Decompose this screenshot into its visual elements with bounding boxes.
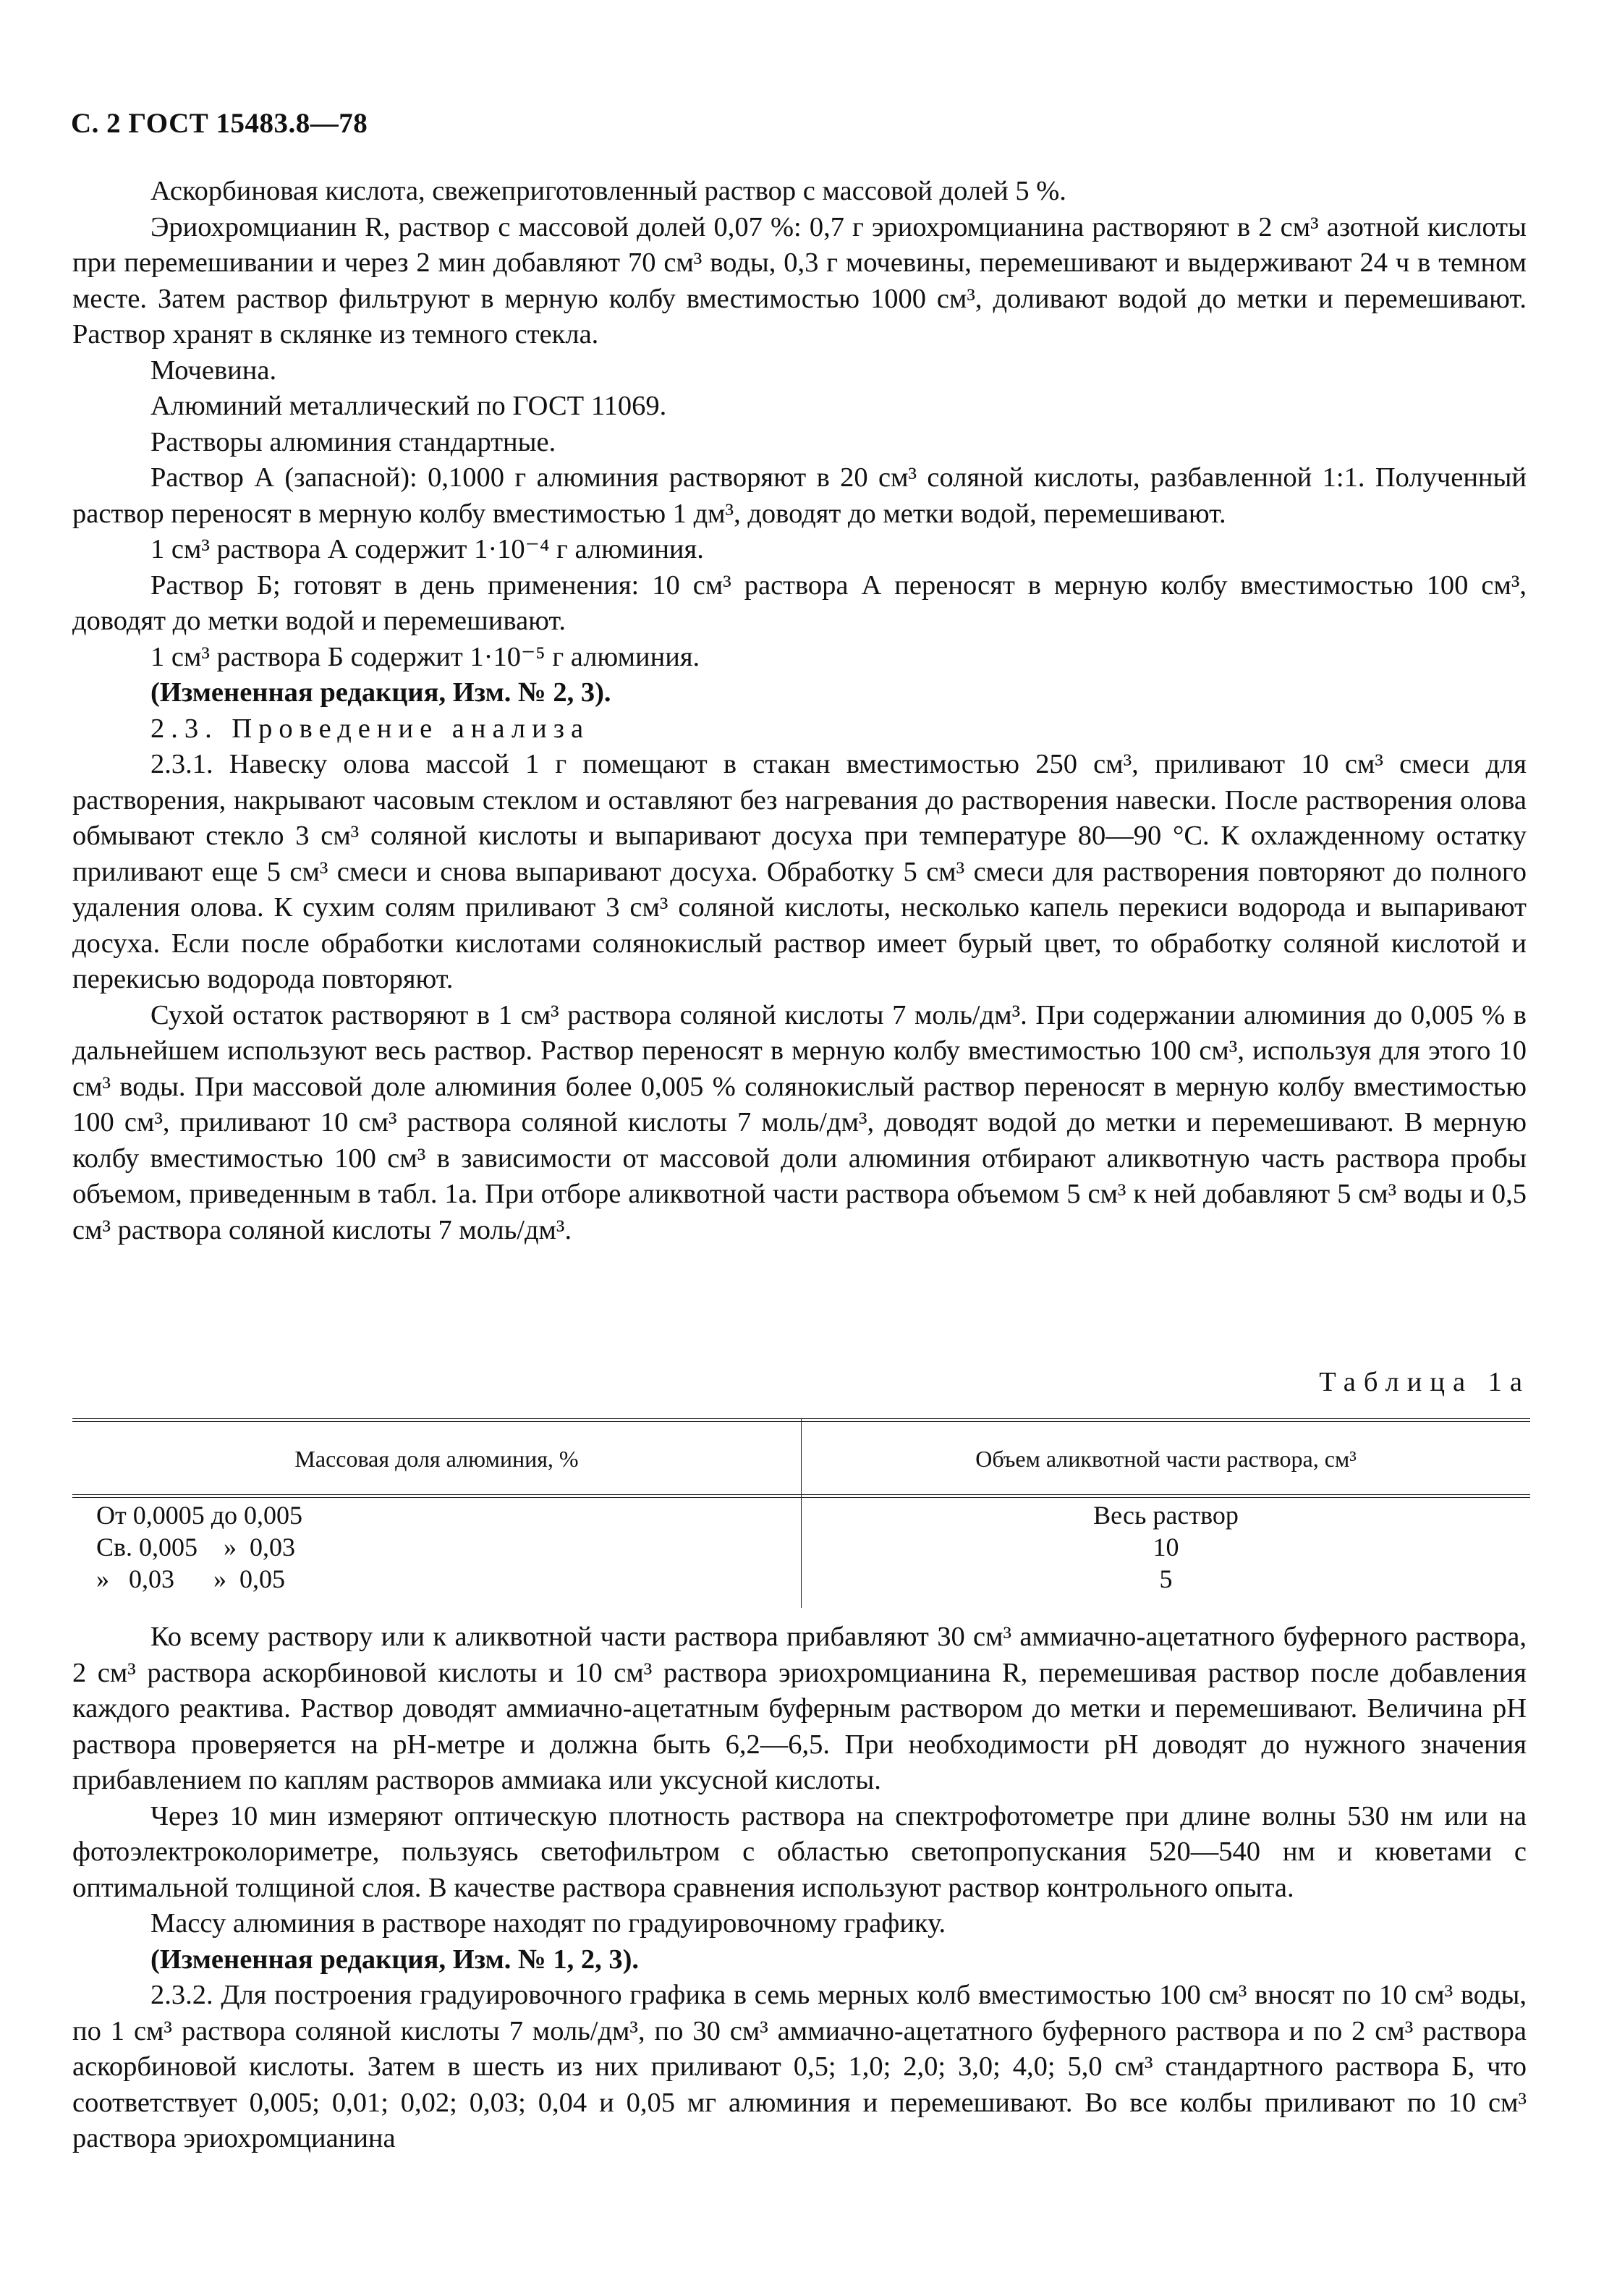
paragraph: Раствор А (запасной): 0,1000 г алюминия растворяют в 20 см³ соляной кислоты, разбавленной 1:1. Полученный раствор переносят в мерную колбу вместимостью 1 дм³, доводят до метки водой, перемешивают. [72,462,1527,529]
paragraph: Через 10 мин измеряют оптическую плотность раствора на спектрофотометре при длине волны 530 нм или на фотоэлектроколориметре, пользуясь светофильтром с областью светопропускания 520—540 нм и кюветами с оптимальной толщиной слоя. В качестве раствора сравнения используют раствор контрольного опыта. [72,1800,1527,1903]
section-heading: 2.3. Проведение анализа [150,713,590,744]
paragraph: 2.3.2. Для построения градуировочного графика в семь мерных колб вместимостью 100 см³ вносят по 10 см³ воды, по 1 см³ раствора соляной кислоты 7 моль/дм³, по 30 см³ аммиачно-ацетатного буферного раствора и по 2 см³ раствора аскорбиновой кислоты. Затем в шесть из них приливают 0,5; 1,0; 2,0; 3,0; 4,0; 5,0 см³ стандартного раствора Б, что соответствует 0,005; 0,01; 0,02; 0,03; 0,04 и 0,05 мг алюминия и перемешивают. Во все колбы приливают по 10 см³ раствора эриохромцианина [72,1980,1527,2153]
paragraph: 2.3.1. Навеску олова массой 1 г помещают в стакан вместимостью 250 см³, приливают 10 см³ смеси для растворения, накрывают часовым стеклом и оставляют без нагревания до растворения навески. После растворения олова обмывают стекло 3 см³ соляной кислоты и выпаривают досуха при температуре 80—90 °С. К охлажденному остатку приливают еще 5 см³ смеси и снова выпаривают досуха. Обработку 5 см³ смеси для растворения повторяют до полного удаления олова. К сухим солям приливают 3 см³ соляной кислоты, несколько капель перекиси водорода и выпаривают досуха. Если после обработки кислотами солянокислый раствор имеет бурый цвет, то обработку соляной кислотой и перекисью водорода повторяют. [72,749,1527,994]
table-header-rule [72,1494,1530,1495]
amendment-note: (Измененная редакция, Изм. № 2, 3). [150,677,611,708]
paragraph: Массу алюминия в растворе находят по градуировочному графику. [150,1908,946,1939]
table-cell-volume: 10 [1153,1533,1179,1562]
paragraph: Мочевина. [150,355,277,386]
paragraph: Растворы алюминия стандартные. [150,426,556,457]
table-header-aliquot-volume: Объем аликвотной части раствора, см³ [975,1446,1357,1472]
paragraph: Эриохромцианин R, раствор с массовой долей 0,07 %: 0,7 г эриохромцианина растворяют в 2 см³ азотной кислоты при перемешивании и через 2 мин добавляют 70 см³ воды, 0,3 г мочевины, перемешивают и выдерживают 24 ч в темном месте. Затем раствор фильтруют в мерную колбу вместимостью 1000 см³, доливают водой до метки и перемешивают. Раствор хранят в склянке из темного стекла. [72,211,1527,350]
table-cell-range: Св. 0,005 » 0,03 [96,1533,296,1562]
table-cell-range: От 0,0005 до 0,005 [96,1501,303,1530]
body-text-top [72,174,1527,1248]
paragraph: Ко всему раствору или к аликвотной части раствора прибавляют 30 см³ аммиачно-ацетатного буферного раствора, 2 см³ раствора аскорбиновой кислоты и 10 см³ раствора эриохромцианина R, перемешивая раствор после добавления каждого реактива. Раствор доводят аммиачно-ацетатным буферным раствором до метки и перемешивают. Величина pH раствора проверяется на pH-метре и должна быть 6,2—6,5. При необходимости pH доводят до нужного значения прибавлением по каплям растворов аммиака или уксусной кислоты. [72,1622,1527,1795]
body-text-bottom [72,1619,1527,2157]
page-header: С. 2 ГОСТ 15483.8—78 [71,108,368,139]
paragraph: Раствор Б; готовят в день применения: 10 см³ раствора А переносят в мерную колбу вместимостью 100 см³, доводят до метки водой и перемешивают. [72,569,1527,636]
paragraph: 1 см³ раствора А содержит 1·10⁻⁴ г алюминия. [150,534,704,564]
paragraph: 1 см³ раствора Б содержит 1·10⁻⁵ г алюминия. [150,641,700,672]
table-header-rule-2 [72,1497,1530,1498]
paragraph: Сухой остаток растворяют в 1 см³ раствора соляной кислоты 7 моль/дм³. При содержании алюминия до 0,005 % в дальнейшем используют весь раствор. Раствор переносят в мерную колбу вместимостью 100 см³, используя для этого 10 см³ воды. При массовой доле алюминия более 0,005 % солянокислый раствор переносят в мерную колбу вместимостью 100 см³, приливают 10 см³ раствора соляной кислоты 7 моль/дм³, доводят водой до метки и перемешивают. В мерную колбу вместимостью 100 см³ в зависимости от массовой доли алюминия отбирают аликвотную часть раствора пробы объемом, приведенным в табл. 1а. При отборе аликвотной части раствора объемом 5 см³ к ней добавляют 5 см³ воды и 0,5 см³ раствора соляной кислоты 7 моль/дм³. [72,999,1527,1245]
table-caption: Таблица 1а [1319,1367,1530,1397]
table-cell-range: » 0,03 » 0,05 [96,1564,285,1593]
amendment-note: (Измененная редакция, Изм. № 1, 2, 3). [150,1944,640,1975]
table-cell-volume: 5 [1159,1564,1173,1593]
paragraph: Алюминий металлический по ГОСТ 11069. [150,391,667,421]
table-cell-volume: Весь раствор [1093,1501,1239,1530]
paragraph: Аскорбиновая кислота, свежеприготовленный раствор с массовой долей 5 %. [150,176,1066,206]
table-header-mass-fraction: Массовая доля алюминия, % [294,1446,579,1472]
